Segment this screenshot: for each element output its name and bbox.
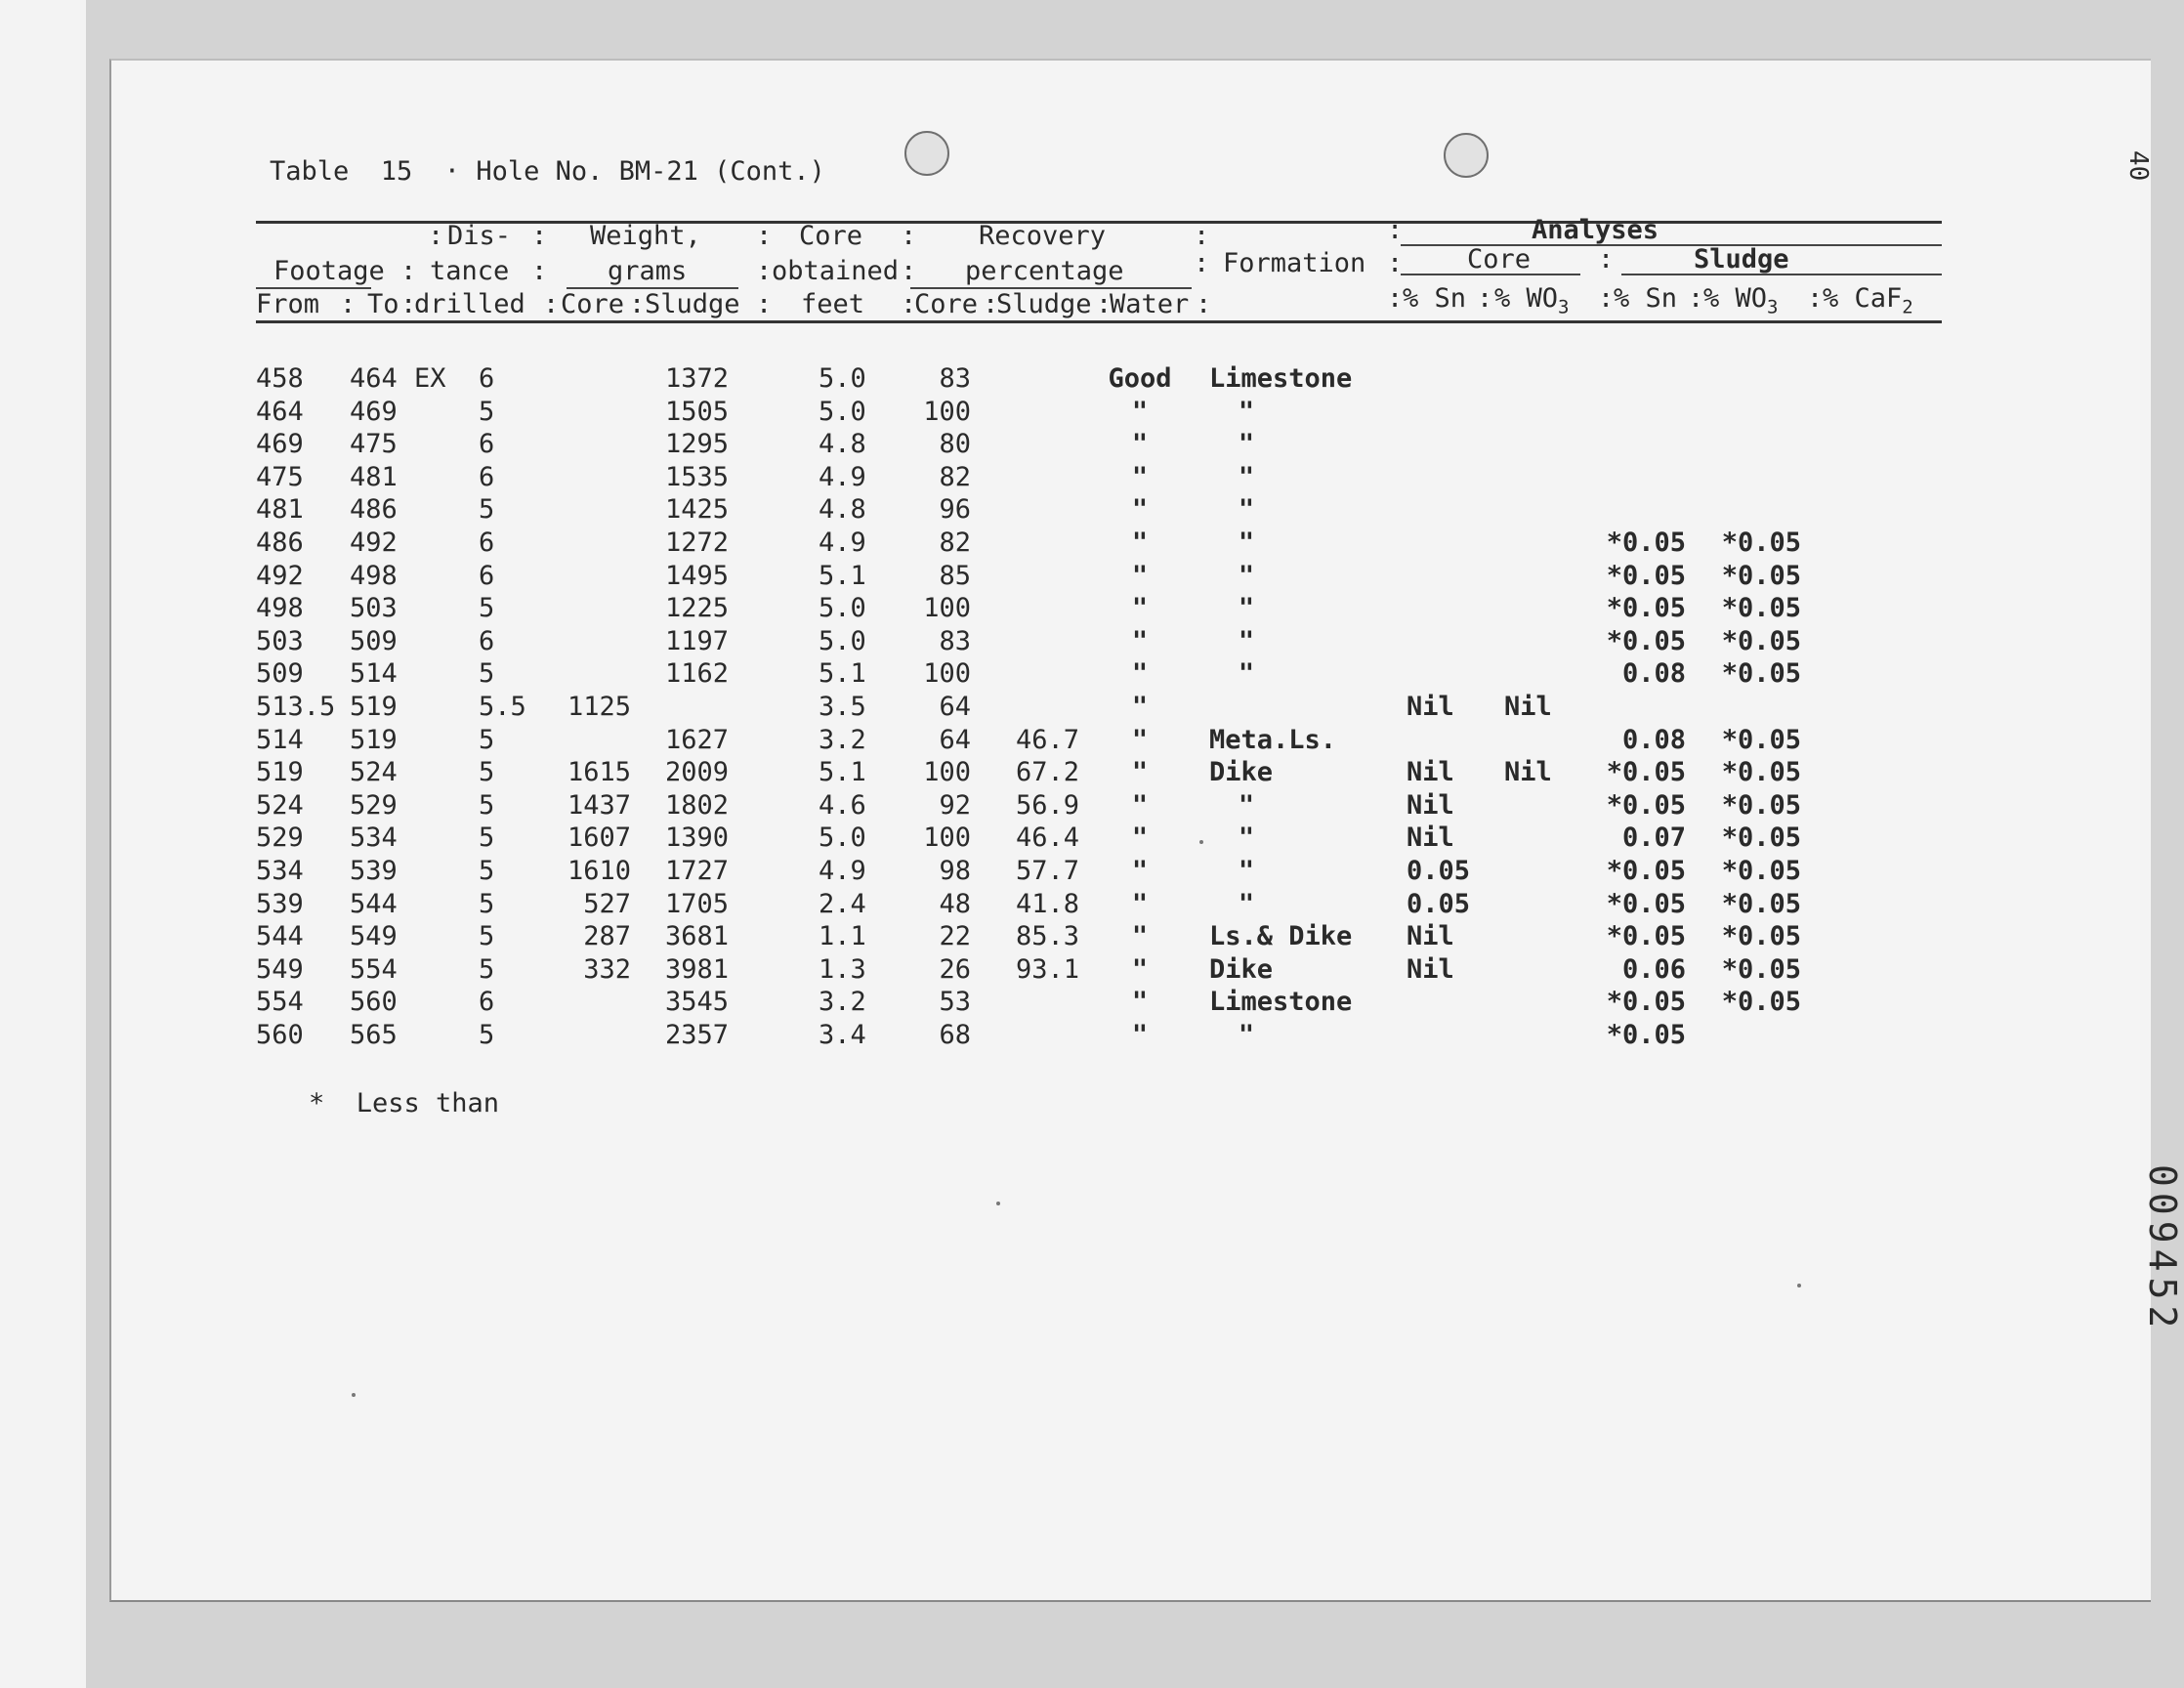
cell-to: 481 [350,462,398,492]
cell-recovery-water: " [1131,725,1149,755]
cell-to: 529 [350,790,398,821]
cell-recovery-core: 96 [939,494,971,525]
cell-distance: 6 [479,363,495,394]
cell-recovery-core: 92 [939,790,971,821]
cell-feet: 3.2 [819,725,866,755]
page-number: 40 [2123,150,2153,182]
cell-formation: Limestone [1209,987,1353,1017]
cell-recovery-core: 100 [923,757,971,787]
sep: : [629,289,646,319]
cell-feet: 5.0 [819,823,866,853]
cell-weight-sludge: 1495 [664,561,729,591]
cell-formation: " [1238,593,1255,623]
cell-distance: 5.5 [479,692,526,722]
cell-sludge-wo3: *0.05 [1721,954,1801,985]
sep: : [1387,215,1404,245]
cell-recovery-water: " [1131,757,1149,787]
sep: : [1096,289,1113,319]
cell-weight-sludge: 1272 [664,528,729,558]
cell-sludge-wo3: *0.05 [1721,626,1801,656]
cell-recovery-water: Good [1108,363,1172,394]
cell-distance: 6 [479,429,495,459]
cell-from: 458 [256,363,304,394]
cell-feet: 5.1 [819,658,866,689]
cell-ex: EX [414,363,446,394]
cell-recovery-sludge: 57.7 [1016,856,1080,886]
cell-weight-sludge: 1390 [664,823,729,853]
cell-from: 549 [256,954,304,985]
cell-feet: 3.4 [819,1020,866,1050]
cell-sludge-wo3: *0.05 [1721,889,1801,919]
cell-weight-core: 527 [583,889,631,919]
cell-sludge-wo3: *0.05 [1721,658,1801,689]
cell-sludge-wo3: *0.05 [1721,528,1801,558]
cell-recovery-water: " [1131,429,1149,459]
cell-from: 475 [256,462,304,492]
cell-weight-sludge: 3545 [664,987,729,1017]
cell-to: 464 [350,363,398,394]
cell-recovery-water: " [1131,921,1149,951]
header-to: To [367,289,399,319]
sep: : [756,256,773,286]
punch-hole [1444,133,1489,178]
cell-weight-core: 1125 [567,692,631,722]
cell-sludge-sn: 0.08 [1621,725,1686,755]
cell-from: 469 [256,429,304,459]
cell-formation: " [1238,462,1255,492]
sep: : [1688,283,1704,314]
cell-recovery-sludge: 85.3 [1016,921,1080,951]
cell-formation: Dike [1209,954,1274,985]
cell-from: 464 [256,397,304,427]
cell-recovery-core: 22 [939,921,971,951]
cell-recovery-sludge: 41.8 [1016,889,1080,919]
sep: : [531,256,548,286]
cell-from: 509 [256,658,304,689]
cell-recovery-core: 82 [939,528,971,558]
cell-from: 524 [256,790,304,821]
cell-recovery-water: " [1131,954,1149,985]
cell-weight-sludge: 2009 [664,757,729,787]
cell-sludge-sn: 0.06 [1621,954,1686,985]
cell-feet: 3.5 [819,692,866,722]
sep: : [756,221,773,251]
cell-from: 492 [256,561,304,591]
cell-recovery-core: 48 [939,889,971,919]
cell-to: 509 [350,626,398,656]
header-feet: feet [801,289,865,319]
cell-recovery-core: 68 [939,1020,971,1050]
cell-recovery-water: " [1131,561,1149,591]
cell-from: 539 [256,889,304,919]
cell-formation: Ls.& Dike [1209,921,1353,951]
cell-sludge-wo3: *0.05 [1721,593,1801,623]
cell-sludge-sn: *0.05 [1606,593,1686,623]
cell-formation: Limestone [1209,363,1353,394]
cell-to: 498 [350,561,398,591]
cell-formation: " [1238,790,1255,821]
sep: : [400,289,417,319]
cell-feet: 4.9 [819,462,866,492]
footnote: * Less than [309,1088,500,1118]
header-footage: Footage [273,256,385,286]
header-percentage: percentage [965,256,1124,286]
cell-core-sn: 0.05 [1407,856,1471,886]
header-sludge-caf2: % CaF$_2$ [1823,283,1913,318]
cell-core-sn: Nil [1407,823,1454,853]
cell-formation: " [1238,429,1255,459]
header-analyses-core: Core [1467,244,1532,274]
header-core-wo3: % $WO_3$ [1494,283,1570,318]
cell-recovery-core: 83 [939,363,971,394]
cell-weight-sludge: 1372 [664,363,729,394]
stamp-number: 009452 [2141,1164,2184,1334]
cell-recovery-water: " [1131,1020,1149,1050]
header-weight-core: Core [561,289,625,319]
cell-recovery-sludge: 46.4 [1016,823,1080,853]
cell-weight-core: 332 [583,954,631,985]
cell-core-sn: Nil [1407,757,1454,787]
header-recovery-water: Water [1110,289,1190,319]
cell-sludge-sn: *0.05 [1606,921,1686,951]
header-weight-sludge: Sludge [645,289,740,319]
cell-to: 519 [350,725,398,755]
cell-sludge-sn: 0.07 [1621,823,1686,853]
scan-margin [0,0,86,1688]
cell-to: 560 [350,987,398,1017]
cell-from: 534 [256,856,304,886]
cell-formation: " [1238,889,1255,919]
cell-sludge-sn: *0.05 [1606,856,1686,886]
cell-weight-sludge: 1802 [664,790,729,821]
cell-recovery-core: 80 [939,429,971,459]
cell-formation: Dike [1209,757,1274,787]
header-weight: Weight, [590,221,701,251]
cell-recovery-core: 85 [939,561,971,591]
sep: : [543,289,560,319]
cell-recovery-sludge: 46.7 [1016,725,1080,755]
cell-feet: 2.4 [819,889,866,919]
cell-sludge-sn: *0.05 [1606,757,1686,787]
cell-weight-sludge: 3681 [664,921,729,951]
cell-distance: 5 [479,725,495,755]
cell-from: 498 [256,593,304,623]
cell-feet: 5.1 [819,561,866,591]
cell-recovery-core: 64 [939,725,971,755]
cell-distance: 6 [479,987,495,1017]
sep: : [1598,244,1615,274]
cell-recovery-water: " [1131,462,1149,492]
cell-distance: 5 [479,921,495,951]
cell-distance: 6 [479,462,495,492]
cell-feet: 4.6 [819,790,866,821]
cell-recovery-sludge: 93.1 [1016,954,1080,985]
cell-weight-sludge: 1162 [664,658,729,689]
cell-formation: " [1238,397,1255,427]
cell-feet: 4.9 [819,856,866,886]
cell-sludge-sn: *0.05 [1606,561,1686,591]
cell-sludge-wo3: *0.05 [1721,987,1801,1017]
cell-distance: 5 [479,593,495,623]
sep: : [983,289,999,319]
cell-to: 503 [350,593,398,623]
cell-recovery-core: 100 [923,593,971,623]
cell-recovery-water: " [1131,692,1149,722]
cell-sludge-sn: *0.05 [1606,1020,1686,1050]
cell-weight-sludge: 1197 [664,626,729,656]
cell-sludge-wo3: *0.05 [1721,561,1801,591]
cell-distance: 5 [479,494,495,525]
cell-feet: 5.0 [819,363,866,394]
cell-weight-sludge: 1535 [664,462,729,492]
cell-recovery-water: " [1131,987,1149,1017]
cell-from: 560 [256,1020,304,1050]
cell-to: 524 [350,757,398,787]
cell-recovery-core: 53 [939,987,971,1017]
cell-sludge-sn: *0.05 [1606,889,1686,919]
cell-from: 519 [256,757,304,787]
cell-formation: " [1238,561,1255,591]
cell-to: 519 [350,692,398,722]
punch-hole [904,131,949,176]
cell-recovery-sludge: 67.2 [1016,757,1080,787]
cell-recovery-water: " [1131,823,1149,853]
table-title: Table 15 · Hole No. BM-21 (Cont.) [270,156,825,187]
cell-recovery-core: 64 [939,692,971,722]
header-dis: Dis- [447,221,512,251]
cell-weight-sludge: 2357 [664,1020,729,1050]
cell-distance: 5 [479,889,495,919]
header-sludge-wo3: % $WO_3$ [1703,283,1779,318]
cell-feet: 4.8 [819,494,866,525]
cell-feet: 1.1 [819,921,866,951]
cell-sludge-sn: *0.05 [1606,626,1686,656]
cell-weight-core: 1437 [567,790,631,821]
cell-feet: 1.3 [819,954,866,985]
cell-formation: " [1238,658,1255,689]
cell-weight-sludge: 1727 [664,856,729,886]
cell-from: 486 [256,528,304,558]
cell-weight-core: 1607 [567,823,631,853]
cell-sludge-sn: 0.08 [1621,658,1686,689]
header-core-obt: Core [799,221,863,251]
header-bottom-rule [256,320,1942,323]
cell-recovery-water: " [1131,626,1149,656]
cell-recovery-water: " [1131,397,1149,427]
cell-weight-sludge: 1295 [664,429,729,459]
cell-from: 514 [256,725,304,755]
header-analyses: Analyses [1532,215,1659,245]
cell-from: 529 [256,823,304,853]
cell-recovery-water: " [1131,856,1149,886]
cell-to: 549 [350,921,398,951]
cell-recovery-core: 100 [923,397,971,427]
cell-feet: 4.9 [819,528,866,558]
sep: : [340,289,357,319]
cell-to: 565 [350,1020,398,1050]
cell-distance: 5 [479,397,495,427]
sep: : [1598,283,1615,314]
header-recovery: Recovery [979,221,1107,251]
cell-distance: 5 [479,658,495,689]
cell-from: 503 [256,626,304,656]
cell-recovery-water: " [1131,494,1149,525]
cell-to: 486 [350,494,398,525]
cell-weight-sludge: 3981 [664,954,729,985]
cell-formation: " [1238,856,1255,886]
cell-weight-core: 287 [583,921,631,951]
header-core-sn: % Sn [1403,283,1467,314]
cell-to: 469 [350,397,398,427]
sep: : [1387,248,1404,278]
cell-distance: 6 [479,561,495,591]
cell-weight-sludge: 1225 [664,593,729,623]
cell-core-sn: 0.05 [1407,889,1471,919]
cell-sludge-sn: *0.05 [1606,790,1686,821]
cell-feet: 5.1 [819,757,866,787]
cell-sludge-wo3: *0.05 [1721,856,1801,886]
cell-feet: 5.0 [819,626,866,656]
cell-distance: 6 [479,626,495,656]
sep: : [901,256,917,286]
cell-sludge-wo3: *0.05 [1721,757,1801,787]
header-sludge-sn: % Sn [1614,283,1678,314]
cell-distance: 5 [479,823,495,853]
cell-formation: " [1238,823,1255,853]
header-from: From [256,289,320,319]
cell-formation: Meta.Ls. [1209,725,1337,755]
cell-core-sn: Nil [1407,692,1454,722]
cell-to: 534 [350,823,398,853]
cell-distance: 5 [479,856,495,886]
header-recovery-core: Core [914,289,979,319]
sep: : [1477,283,1493,314]
cell-recovery-core: 83 [939,626,971,656]
cell-weight-sludge: 1705 [664,889,729,919]
cell-sludge-sn: *0.05 [1606,987,1686,1017]
cell-weight-core: 1615 [567,757,631,787]
cell-recovery-sludge: 56.9 [1016,790,1080,821]
cell-sludge-wo3: *0.05 [1721,725,1801,755]
cell-from: 513.5 [256,692,336,722]
cell-to: 539 [350,856,398,886]
cell-sludge-wo3: *0.05 [1721,921,1801,951]
cell-formation: " [1238,494,1255,525]
cell-recovery-core: 98 [939,856,971,886]
cell-distance: 5 [479,757,495,787]
cell-recovery-core: 100 [923,658,971,689]
cell-to: 475 [350,429,398,459]
cell-recovery-water: " [1131,790,1149,821]
cell-to: 554 [350,954,398,985]
cell-weight-sludge: 1425 [664,494,729,525]
cell-core-wo3: Nil [1504,692,1552,722]
cell-to: 544 [350,889,398,919]
cell-from: 544 [256,921,304,951]
sep: : [1194,248,1210,278]
cell-formation: " [1238,528,1255,558]
cell-distance: 5 [479,790,495,821]
sep: : [1196,289,1212,319]
cell-core-wo3: Nil [1504,757,1552,787]
cell-formation: " [1238,626,1255,656]
header-analyses-sludge: Sludge [1694,244,1789,274]
cell-core-sn: Nil [1407,921,1454,951]
cell-weight-core: 1610 [567,856,631,886]
cell-distance: 5 [479,1020,495,1050]
header-obtained: obtained [772,256,900,286]
header-drilled: drilled [414,289,525,319]
sep: : [400,256,417,286]
cell-recovery-water: " [1131,658,1149,689]
cell-recovery-core: 82 [939,462,971,492]
cell-to: 514 [350,658,398,689]
sep: : [531,221,548,251]
sep: : [1194,221,1210,251]
header-tance: tance [430,256,510,286]
cell-from: 554 [256,987,304,1017]
cell-feet: 5.0 [819,593,866,623]
cell-weight-sludge: 1627 [664,725,729,755]
cell-sludge-wo3: *0.05 [1721,790,1801,821]
sep: : [756,289,773,319]
sep: : [901,221,917,251]
header-formation: Formation [1223,248,1366,278]
cell-core-sn: Nil [1407,790,1454,821]
sep: : [428,221,444,251]
cell-sludge-wo3: *0.05 [1721,823,1801,853]
cell-from: 481 [256,494,304,525]
cell-recovery-core: 100 [923,823,971,853]
sep: : [901,289,917,319]
cell-feet: 4.8 [819,429,866,459]
cell-sludge-sn: *0.05 [1606,528,1686,558]
sep: : [1807,283,1824,314]
header-grams: grams [608,256,688,286]
sep: : [1387,283,1404,314]
cell-distance: 5 [479,954,495,985]
cell-formation: " [1238,1020,1255,1050]
cell-recovery-water: " [1131,593,1149,623]
cell-core-sn: Nil [1407,954,1454,985]
header-recovery-sludge: Sludge [996,289,1092,319]
cell-to: 492 [350,528,398,558]
cell-weight-sludge: 1505 [664,397,729,427]
cell-distance: 6 [479,528,495,558]
cell-recovery-water: " [1131,889,1149,919]
cell-recovery-water: " [1131,528,1149,558]
cell-feet: 5.0 [819,397,866,427]
cell-feet: 3.2 [819,987,866,1017]
cell-recovery-core: 26 [939,954,971,985]
